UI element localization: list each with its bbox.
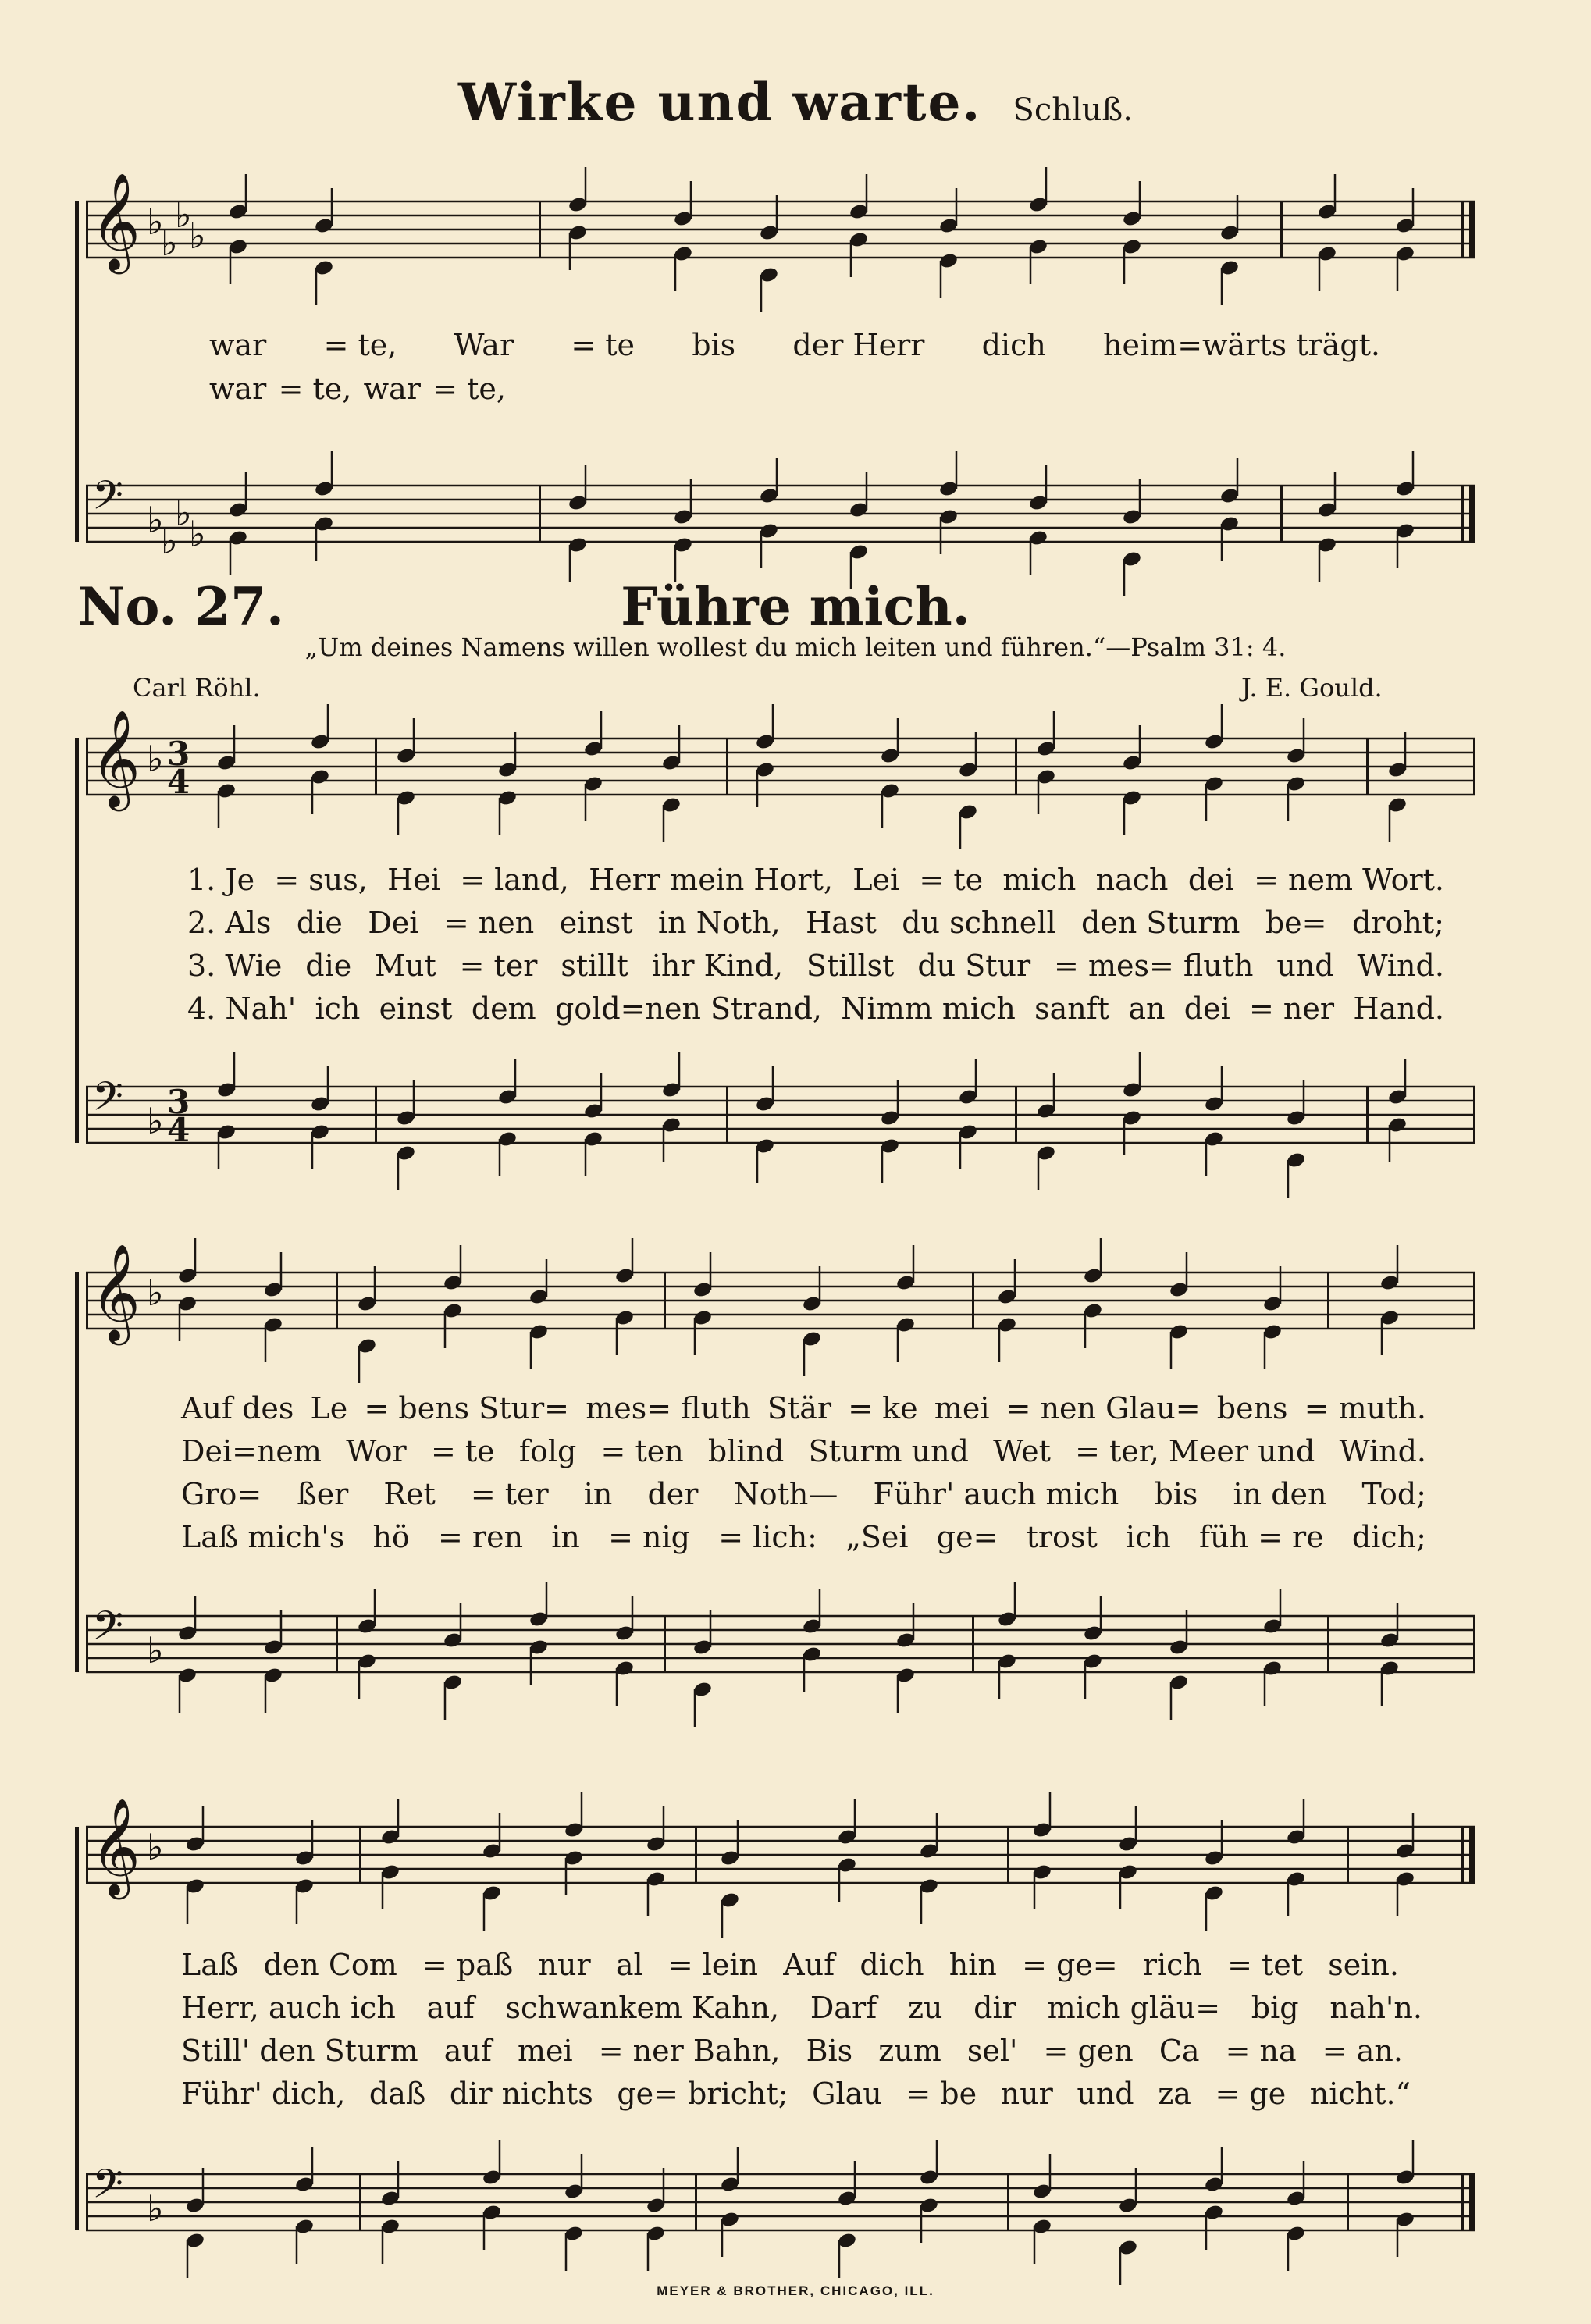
barline bbox=[1473, 1616, 1475, 1672]
lyric: = ge bbox=[1215, 2077, 1287, 2111]
hymn-title: Führe mich. bbox=[621, 576, 970, 637]
lyric: folg bbox=[518, 1434, 577, 1468]
lyric: Dei=nem bbox=[181, 1434, 322, 1468]
system-1-verse-2 bbox=[187, 906, 1444, 940]
system-1-verse-3 bbox=[187, 948, 1444, 983]
flat-icon: ♭ bbox=[147, 2187, 164, 2230]
lyric: nah'n. bbox=[1329, 1991, 1422, 2025]
barline bbox=[664, 1616, 666, 1672]
lyric: Tod; bbox=[1361, 1477, 1426, 1511]
lyric: ich bbox=[1125, 1520, 1171, 1554]
lyric: Herr, auch ich bbox=[181, 1991, 396, 2025]
lyric: Noth— bbox=[733, 1477, 838, 1511]
prev-verse-2 bbox=[209, 372, 506, 406]
barline bbox=[972, 1616, 974, 1672]
lyric: mich gläu= bbox=[1047, 1991, 1221, 2025]
lyric: za bbox=[1158, 2077, 1191, 2111]
time-signature-bottom: 4 bbox=[167, 1111, 190, 1149]
barline bbox=[1327, 1616, 1329, 1672]
time-signature-bottom: 4 bbox=[167, 763, 190, 801]
flat-icon: ♭ bbox=[147, 1629, 164, 1671]
flat-icon: ♭ bbox=[175, 194, 192, 236]
prev-hymn-subtitle: Schluß. bbox=[1013, 92, 1133, 128]
lyric: = gen bbox=[1043, 2034, 1134, 2068]
hymn-poet: Carl Röhl. bbox=[133, 673, 261, 703]
lyric: dem bbox=[471, 991, 536, 1026]
lyric: Wind. bbox=[1339, 1434, 1426, 1468]
lyric: = mes= fluth bbox=[1054, 948, 1254, 983]
barline bbox=[539, 486, 541, 542]
lyric: nur bbox=[538, 1948, 591, 1982]
lyric: Stillst bbox=[806, 948, 895, 983]
barline bbox=[1015, 738, 1017, 795]
lyric: Wind. bbox=[1357, 948, 1444, 983]
lyric: Auf des bbox=[181, 1391, 294, 1425]
barline bbox=[359, 1827, 361, 1883]
lyric: ihr Kind, bbox=[651, 948, 784, 983]
lyric: = ner bbox=[1249, 991, 1335, 1026]
barline bbox=[86, 201, 88, 258]
lyric: war bbox=[363, 372, 421, 406]
lyric: war bbox=[209, 372, 267, 406]
barline bbox=[375, 1087, 377, 1143]
lyric: dei bbox=[1183, 991, 1230, 1026]
bass-clef-icon: 𝄢 bbox=[92, 1073, 123, 1130]
lyric: be= bbox=[1265, 906, 1327, 940]
treble-clef-icon: 𝄞 bbox=[91, 710, 141, 807]
system-brace-line bbox=[75, 201, 79, 542]
barline bbox=[695, 1827, 697, 1883]
lyric: ßer bbox=[297, 1477, 349, 1511]
lyric: Still' den Sturm bbox=[181, 2034, 418, 2068]
lyric: mei bbox=[518, 2034, 573, 2068]
lyric: 2. Als bbox=[187, 906, 272, 940]
lyric: auf bbox=[443, 2034, 492, 2068]
lyric: Darf bbox=[810, 1991, 877, 2025]
lyric: = nen Glau= bbox=[1005, 1391, 1201, 1425]
system-3-verse-2 bbox=[181, 1991, 1422, 2025]
barline bbox=[336, 1616, 338, 1672]
lyric: nur bbox=[1000, 2077, 1053, 2111]
lyric: Wor bbox=[346, 1434, 407, 1468]
lyric: = te bbox=[919, 863, 984, 897]
lyric: Glau bbox=[812, 2077, 882, 2111]
lyric: = nig bbox=[608, 1520, 690, 1554]
lyric: trost bbox=[1026, 1520, 1098, 1554]
lyric: auf bbox=[426, 1991, 475, 2025]
flat-icon: ♭ bbox=[147, 1272, 164, 1314]
lyric: an bbox=[1128, 991, 1166, 1026]
lyric: hin bbox=[949, 1948, 997, 1982]
system-2-verse-4 bbox=[181, 1520, 1426, 1554]
barline bbox=[86, 738, 88, 795]
hymn-composer: J. E. Gould. bbox=[1241, 673, 1383, 703]
bass-clef-icon: 𝄢 bbox=[92, 2160, 123, 2217]
barline bbox=[1015, 1087, 1017, 1143]
system-1-verse-4 bbox=[187, 991, 1444, 1026]
lyric: sanft bbox=[1034, 991, 1110, 1026]
lyric: Dei bbox=[368, 906, 419, 940]
lyric: Hei bbox=[387, 863, 440, 897]
lyric: = ter, Meer und bbox=[1075, 1434, 1315, 1468]
system-2-verse-1 bbox=[181, 1391, 1426, 1425]
lyric: Sturm und bbox=[808, 1434, 969, 1468]
flat-icon: ♭ bbox=[175, 492, 192, 534]
barline bbox=[1469, 201, 1475, 258]
treble-staff bbox=[86, 201, 1475, 258]
lyric: daß bbox=[368, 2077, 426, 2111]
lyric: = muth. bbox=[1304, 1391, 1426, 1425]
system-2-verse-2 bbox=[181, 1434, 1426, 1468]
lyric: dei bbox=[1187, 863, 1234, 897]
bass-clef-icon: 𝄢 bbox=[92, 472, 123, 529]
lyric: dich bbox=[981, 328, 1046, 362]
bass-staff bbox=[86, 1087, 1475, 1143]
barline bbox=[86, 1272, 88, 1329]
barline bbox=[86, 1616, 88, 1672]
lyric: = ge= bbox=[1022, 1948, 1118, 1982]
barline bbox=[1461, 201, 1464, 258]
lyric: Ca bbox=[1159, 2034, 1200, 2068]
lyric: den Com bbox=[263, 1948, 397, 1982]
lyric: = be bbox=[906, 2077, 977, 2111]
lyric: = ter bbox=[459, 948, 538, 983]
lyric: Auf bbox=[783, 1948, 835, 1982]
flat-icon: ♭ bbox=[147, 499, 164, 541]
barline bbox=[539, 201, 541, 258]
flat-icon: ♭ bbox=[189, 513, 206, 555]
lyric: blind bbox=[707, 1434, 785, 1468]
publisher-imprint: MEYER & BROTHER, CHICAGO, ILL. bbox=[657, 2283, 934, 2298]
barline bbox=[86, 1827, 88, 1883]
time-signature-top: 3 bbox=[167, 1083, 190, 1121]
time-signature-top: 3 bbox=[167, 735, 190, 773]
system-3-verse-4 bbox=[181, 2077, 1411, 2111]
lyric: Herr mein Hort, bbox=[589, 863, 833, 897]
lyric: Le bbox=[310, 1391, 348, 1425]
lyric: 3. Wie bbox=[187, 948, 283, 983]
lyric: mes= fluth bbox=[586, 1391, 751, 1425]
lyric: = ten bbox=[600, 1434, 684, 1468]
lyric: gold=nen Strand, bbox=[554, 991, 823, 1026]
barline bbox=[1280, 486, 1283, 542]
lyric: der Herr bbox=[792, 328, 925, 362]
barline bbox=[375, 738, 377, 795]
lyric: = ke bbox=[848, 1391, 918, 1425]
barline bbox=[86, 1087, 88, 1143]
lyric: = te bbox=[571, 328, 635, 362]
barline bbox=[1469, 486, 1475, 542]
lyric: = te, bbox=[323, 328, 397, 362]
system-brace-line bbox=[75, 738, 79, 1143]
prev-hymn-title-line bbox=[0, 72, 1591, 133]
lyric: = lein bbox=[667, 1948, 758, 1982]
lyric: dich bbox=[860, 1948, 924, 1982]
lyric: = ner Bahn, bbox=[598, 2034, 781, 2068]
lyric: = ter bbox=[470, 1477, 549, 1511]
lyric: Hast bbox=[806, 906, 877, 940]
lyric: Nimm mich bbox=[841, 991, 1016, 1026]
lyric: Bis bbox=[806, 2034, 853, 2068]
lyric: sel' bbox=[966, 2034, 1018, 2068]
treble-staff bbox=[86, 738, 1475, 795]
lyric: mei bbox=[934, 1391, 990, 1425]
lyric: die bbox=[296, 906, 343, 940]
treble-clef-icon: 𝄞 bbox=[91, 173, 141, 270]
lyric: du Stur bbox=[917, 948, 1031, 983]
barline bbox=[1473, 1087, 1475, 1143]
flat-icon: ♭ bbox=[189, 215, 206, 257]
lyric: mich bbox=[1002, 863, 1077, 897]
treble-clef-icon: 𝄞 bbox=[91, 1244, 141, 1341]
prev-hymn-title: Wirke und warte. bbox=[458, 72, 982, 133]
barline bbox=[1007, 1827, 1009, 1883]
lyric: der bbox=[647, 1477, 699, 1511]
lyric: droht; bbox=[1351, 906, 1444, 940]
lyric: = te bbox=[430, 1434, 495, 1468]
barline bbox=[1473, 738, 1475, 795]
lyric: einst bbox=[559, 906, 633, 940]
barline bbox=[726, 738, 728, 795]
lyric: = paß bbox=[422, 1948, 514, 1982]
lyric: und bbox=[1276, 948, 1334, 983]
lyric: Hand. bbox=[1353, 991, 1444, 1026]
barline bbox=[1347, 2174, 1349, 2230]
lyric: ge= bricht; bbox=[617, 2077, 788, 2111]
lyric: du schnell bbox=[902, 906, 1056, 940]
lyric: hö bbox=[372, 1520, 410, 1554]
barline bbox=[1366, 1087, 1369, 1143]
flat-icon: ♭ bbox=[161, 520, 178, 562]
lyric: nach bbox=[1095, 863, 1169, 897]
bass-staff bbox=[86, 486, 1475, 542]
bass-staff bbox=[86, 2174, 1475, 2230]
barline bbox=[726, 1087, 728, 1143]
lyric: die bbox=[305, 948, 352, 983]
lyric: al bbox=[615, 1948, 643, 1982]
lyric: = ren bbox=[438, 1520, 524, 1554]
lyric: = land, bbox=[460, 863, 569, 897]
barline bbox=[1461, 486, 1464, 542]
barline bbox=[972, 1272, 974, 1329]
lyric: dir nichts bbox=[449, 2077, 593, 2111]
hymn-epigraph: „Um deines Namens willen wollest du mich leiten und führen.“—Psalm 31: 4. bbox=[304, 632, 1287, 662]
lyric: bis bbox=[1154, 1477, 1198, 1511]
barline bbox=[664, 1272, 666, 1329]
lyric: = te, bbox=[432, 372, 506, 406]
treble-clef-icon: 𝄞 bbox=[91, 1798, 141, 1895]
barline bbox=[86, 2174, 88, 2230]
barline bbox=[1469, 1827, 1475, 1883]
flat-icon: ♭ bbox=[147, 1100, 164, 1142]
lyric: bis bbox=[692, 328, 736, 362]
lyric: 4. Nah' bbox=[187, 991, 297, 1026]
lyric: zu bbox=[907, 1991, 943, 2025]
flat-icon: ♭ bbox=[147, 1826, 164, 1868]
barline bbox=[1280, 201, 1283, 258]
lyric: = bens Stur= bbox=[364, 1391, 570, 1425]
lyric: nicht.“ bbox=[1309, 2077, 1411, 2111]
lyric: bens bbox=[1216, 1391, 1288, 1425]
barline bbox=[1347, 1827, 1349, 1883]
barline bbox=[86, 486, 88, 542]
lyric: und bbox=[1077, 2077, 1134, 2111]
flat-icon: ♭ bbox=[147, 738, 164, 780]
lyric: war bbox=[209, 328, 267, 362]
lyric: in Noth, bbox=[658, 906, 781, 940]
lyric: Mut bbox=[375, 948, 436, 983]
flat-icon: ♭ bbox=[161, 222, 178, 264]
barline bbox=[1461, 2174, 1464, 2230]
barline bbox=[1461, 1827, 1464, 1883]
barline bbox=[336, 1272, 338, 1329]
lyric: big bbox=[1251, 1991, 1299, 2025]
lyric: = sus, bbox=[274, 863, 368, 897]
lyric: Gro= bbox=[181, 1477, 262, 1511]
lyric: füh = re bbox=[1199, 1520, 1324, 1554]
lyric: Wet bbox=[993, 1434, 1051, 1468]
barline bbox=[1327, 1272, 1329, 1329]
lyric: einst bbox=[379, 991, 453, 1026]
lyric: Lei bbox=[852, 863, 900, 897]
hymn-number: No. 27. bbox=[78, 576, 284, 637]
lyric: War bbox=[454, 328, 514, 362]
barline bbox=[359, 2174, 361, 2230]
system-2-verse-3 bbox=[181, 1477, 1426, 1511]
lyric: Führ' dich, bbox=[181, 2077, 346, 2111]
lyric: in den bbox=[1233, 1477, 1327, 1511]
lyric: Laß bbox=[181, 1948, 239, 1982]
lyric: Führ' auch mich bbox=[873, 1477, 1119, 1511]
system-brace-line bbox=[75, 1827, 79, 2230]
lyric: rich bbox=[1142, 1948, 1202, 1982]
system-brace-line bbox=[75, 1272, 79, 1672]
flat-icon: ♭ bbox=[147, 201, 164, 243]
lyric: Ret bbox=[383, 1477, 436, 1511]
barline bbox=[1473, 1272, 1475, 1329]
lyric: Laß mich's bbox=[181, 1520, 345, 1554]
barline bbox=[1469, 2174, 1475, 2230]
lyric: ich bbox=[315, 991, 361, 1026]
lyric: stillt bbox=[561, 948, 628, 983]
system-1-verse-1 bbox=[187, 863, 1444, 897]
lyric: = te, bbox=[278, 372, 352, 406]
system-3-verse-1 bbox=[181, 1948, 1399, 1982]
treble-staff bbox=[86, 1827, 1475, 1883]
lyric: schwankem Kahn, bbox=[505, 1991, 780, 2025]
lyric: = lich: bbox=[718, 1520, 817, 1554]
lyric: in bbox=[551, 1520, 580, 1554]
lyric: Stär bbox=[767, 1391, 832, 1425]
lyric: = nem Wort. bbox=[1254, 863, 1444, 897]
barline bbox=[1007, 2174, 1009, 2230]
lyric: = tet bbox=[1227, 1948, 1304, 1982]
bass-clef-icon: 𝄢 bbox=[92, 1602, 123, 1659]
lyric: den Sturm bbox=[1081, 906, 1240, 940]
lyric: ge= bbox=[936, 1520, 998, 1554]
lyric: zum bbox=[878, 2034, 941, 2068]
lyric: = an. bbox=[1322, 2034, 1403, 2068]
lyric: „Sei bbox=[845, 1520, 909, 1554]
lyric: in bbox=[583, 1477, 613, 1511]
lyric: dir bbox=[973, 1991, 1016, 2025]
lyric: = nen bbox=[443, 906, 535, 940]
lyric: sein. bbox=[1328, 1948, 1399, 1982]
barline bbox=[1366, 738, 1369, 795]
system-3-verse-3 bbox=[181, 2034, 1403, 2068]
prev-verse-1 bbox=[209, 328, 1380, 362]
lyric: 1. Je bbox=[187, 863, 255, 897]
lyric: = na bbox=[1225, 2034, 1297, 2068]
lyric: heim=wärts trägt. bbox=[1103, 328, 1380, 362]
lyric: dich; bbox=[1351, 1520, 1426, 1554]
barline bbox=[695, 2174, 697, 2230]
